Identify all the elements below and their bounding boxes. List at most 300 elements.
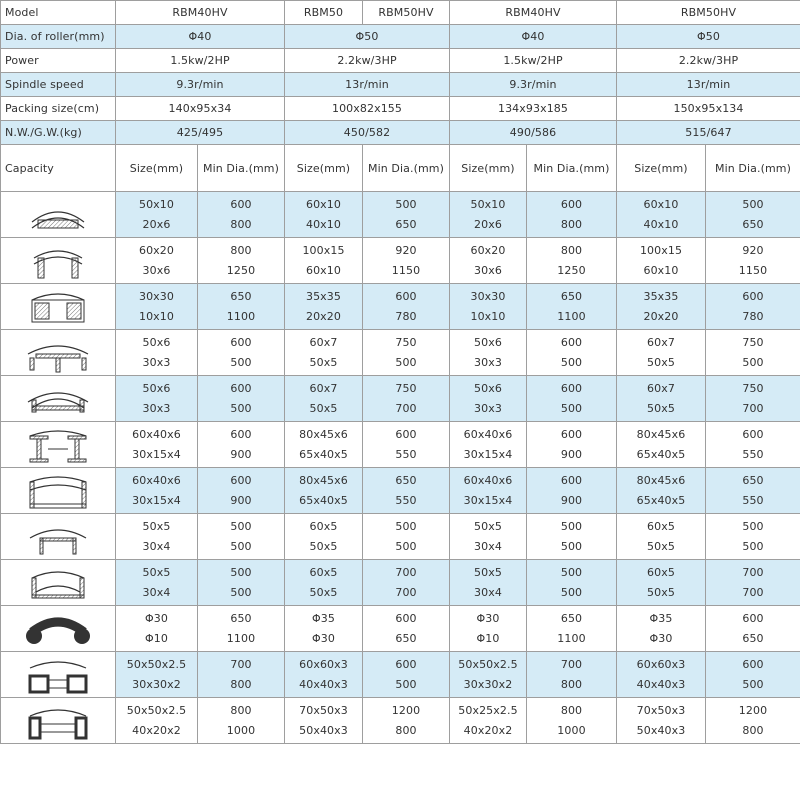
cell-value: 30x4 xyxy=(474,539,502,553)
min-dia-cell xyxy=(706,238,800,284)
size-cell xyxy=(285,238,363,284)
cell-value: 60x40x6 xyxy=(132,473,181,487)
size-cell xyxy=(450,238,527,284)
profile-cell xyxy=(1,330,116,376)
cell-value: 100x15 xyxy=(639,243,683,257)
min-dia-cell xyxy=(527,192,617,238)
cell-value: 50x5 xyxy=(647,355,675,369)
cell-value: 650 xyxy=(742,631,764,645)
spec-value: RBM50HV xyxy=(363,1,450,25)
cell-value: 600 xyxy=(560,427,583,441)
size-cell xyxy=(450,652,527,698)
i-beam-icon xyxy=(1,424,115,466)
cell-value: 650 xyxy=(742,217,764,231)
cell-value: 50x5 xyxy=(309,585,338,599)
cell-value: 600 xyxy=(742,611,764,625)
cell-value: 600 xyxy=(395,611,417,625)
cell-value: 35x35 xyxy=(643,289,679,303)
size-cell xyxy=(285,330,363,376)
cell-value: 1100 xyxy=(226,631,256,645)
capacity-column-header: Size(mm) xyxy=(617,145,706,192)
cell-value: 500 xyxy=(230,585,252,599)
cell-value: 60x40x6 xyxy=(132,427,181,441)
size-cell xyxy=(617,330,706,376)
spec-value: Φ40 xyxy=(450,25,617,49)
size-cell xyxy=(285,652,363,698)
size-cell xyxy=(617,652,706,698)
cell-value: 70x50x3 xyxy=(299,703,348,717)
cell-value: 50x5 xyxy=(142,565,171,579)
min-dia-cell xyxy=(363,330,450,376)
cell-value: 500 xyxy=(395,355,417,369)
cell-value: Φ10 xyxy=(476,631,500,645)
min-dia-cell xyxy=(198,330,285,376)
cell-value: 650 xyxy=(395,217,417,231)
size-cell xyxy=(617,698,706,744)
cell-value: 500 xyxy=(395,677,417,691)
min-dia-cell xyxy=(363,468,450,514)
cell-value: 600 xyxy=(742,427,764,441)
cell-value: 700 xyxy=(742,401,764,415)
size-cell xyxy=(116,606,198,652)
square-bar-icon xyxy=(1,286,115,328)
min-dia-cell xyxy=(527,652,617,698)
capacity-column-header: Min Dia.(mm) xyxy=(198,145,285,192)
cell-value: 500 xyxy=(560,401,583,415)
min-dia-cell xyxy=(706,422,800,468)
profile-cell xyxy=(1,284,116,330)
cell-value: 500 xyxy=(560,539,583,553)
cell-value: 780 xyxy=(395,309,417,323)
cell-value: 60x10 xyxy=(305,197,341,211)
capacity-row xyxy=(1,192,800,238)
cell-value: 1000 xyxy=(557,723,586,737)
spec-label: Packing size(cm) xyxy=(1,97,116,121)
cell-value: 60x5 xyxy=(309,565,338,579)
cell-value: 50x6 xyxy=(142,335,171,349)
cell-value: 700 xyxy=(742,585,764,599)
size-cell xyxy=(450,514,527,560)
cell-value: 1100 xyxy=(557,309,586,323)
min-dia-cell xyxy=(527,560,617,606)
cell-value: 650 xyxy=(230,611,252,625)
cell-value: 50x5 xyxy=(647,539,675,553)
cell-value: 650 xyxy=(230,289,252,303)
cell-value: 50x10 xyxy=(138,197,174,211)
cell-value: 1150 xyxy=(391,263,421,277)
size-cell xyxy=(285,560,363,606)
cell-value: 780 xyxy=(742,309,764,323)
cell-value: 700 xyxy=(742,565,764,579)
min-dia-cell xyxy=(527,606,617,652)
size-cell xyxy=(450,376,527,422)
spec-value: 100x82x155 xyxy=(285,97,450,121)
cell-value: 50x6 xyxy=(474,335,502,349)
cell-value: 750 xyxy=(742,335,764,349)
cell-value: 80x45x6 xyxy=(299,473,348,487)
min-dia-cell xyxy=(363,560,450,606)
cell-value: 30x4 xyxy=(142,585,171,599)
cell-value: Φ30 xyxy=(649,631,673,645)
spec-value: 2.2kw/3HP xyxy=(285,49,450,73)
size-cell xyxy=(116,238,198,284)
size-cell xyxy=(450,468,527,514)
profile-cell xyxy=(1,376,116,422)
cell-value: 30x30x2 xyxy=(463,677,513,691)
cell-value: 60x60x3 xyxy=(636,657,686,671)
spec-label: Dia. of roller(mm) xyxy=(1,25,116,49)
cell-value: 750 xyxy=(395,381,417,395)
cell-value: 30x15x4 xyxy=(463,447,513,461)
spec-value: 9.3r/min xyxy=(116,73,285,97)
cell-value: 700 xyxy=(560,657,583,671)
cell-value: 800 xyxy=(560,677,583,691)
cell-value: 20x6 xyxy=(474,217,502,231)
cell-value: 650 xyxy=(560,289,583,303)
cell-value: 700 xyxy=(395,401,417,415)
spec-value: RBM50 xyxy=(285,1,363,25)
cell-value: 500 xyxy=(560,585,583,599)
profile-cell xyxy=(1,468,116,514)
cell-value: 920 xyxy=(742,243,764,257)
cell-value: 500 xyxy=(560,565,583,579)
cell-value: 50x6 xyxy=(142,381,171,395)
cell-value: 60x7 xyxy=(647,335,675,349)
size-cell xyxy=(116,698,198,744)
min-dia-cell xyxy=(363,514,450,560)
cell-value: 900 xyxy=(230,493,252,507)
min-dia-cell xyxy=(363,192,450,238)
capacity-label: Capacity xyxy=(1,145,116,192)
cell-value: 40x10 xyxy=(643,217,679,231)
capacity-row xyxy=(1,284,800,330)
cell-value: 1100 xyxy=(226,309,256,323)
cell-value: 80x45x6 xyxy=(636,473,686,487)
flat-bar-horizontal-icon xyxy=(1,194,115,236)
capacity-row xyxy=(1,422,800,468)
capacity-row xyxy=(1,606,800,652)
size-cell xyxy=(116,422,198,468)
min-dia-cell xyxy=(198,422,285,468)
round-bar-icon xyxy=(1,608,115,650)
size-cell xyxy=(285,284,363,330)
flat-bar-vertical-icon xyxy=(1,240,115,282)
min-dia-cell xyxy=(706,192,800,238)
capacity-header-row xyxy=(1,145,800,192)
cell-value: 40x20x2 xyxy=(463,723,513,737)
cell-value: 800 xyxy=(230,703,252,717)
cell-value: 70x50x3 xyxy=(636,703,686,717)
min-dia-cell xyxy=(706,606,800,652)
spec-value: RBM50HV xyxy=(617,1,800,25)
min-dia-cell xyxy=(198,192,285,238)
cell-value: 650 xyxy=(395,631,417,645)
cell-value: 50x50x2.5 xyxy=(126,657,187,671)
size-cell xyxy=(116,652,198,698)
size-cell xyxy=(617,468,706,514)
cell-value: 600 xyxy=(230,335,252,349)
spec-row xyxy=(1,25,800,49)
spec-value: 1.5kw/2HP xyxy=(116,49,285,73)
cell-value: 600 xyxy=(742,289,764,303)
capacity-row xyxy=(1,698,800,744)
cell-value: 10x10 xyxy=(470,309,506,323)
cell-value: 900 xyxy=(560,447,583,461)
cell-value: 500 xyxy=(742,355,764,369)
spec-row xyxy=(1,97,800,121)
cell-value: 40x20x2 xyxy=(132,723,181,737)
capacity-column-header: Min Dia.(mm) xyxy=(363,145,450,192)
spec-value: 2.2kw/3HP xyxy=(617,49,800,73)
size-cell xyxy=(450,192,527,238)
cell-value: Φ35 xyxy=(649,611,673,625)
cell-value: 50x25x2.5 xyxy=(458,703,518,717)
size-cell xyxy=(116,514,198,560)
min-dia-cell xyxy=(527,330,617,376)
size-cell xyxy=(116,284,198,330)
min-dia-cell xyxy=(527,698,617,744)
cell-value: 80x45x6 xyxy=(636,427,686,441)
min-dia-cell xyxy=(198,468,285,514)
channel-flanges-out-icon xyxy=(1,470,115,512)
min-dia-cell xyxy=(527,376,617,422)
cell-value: 800 xyxy=(395,723,417,737)
min-dia-cell xyxy=(363,698,450,744)
capacity-row xyxy=(1,560,800,606)
spec-row xyxy=(1,1,800,25)
cell-value: 50x40x3 xyxy=(636,723,686,737)
min-dia-cell xyxy=(527,284,617,330)
spec-value: 450/582 xyxy=(285,121,450,145)
cell-value: 60x60x3 xyxy=(299,657,348,671)
size-cell xyxy=(617,422,706,468)
cell-value: 600 xyxy=(560,197,583,211)
cell-value: 1200 xyxy=(391,703,421,717)
cell-value: 600 xyxy=(230,473,252,487)
cell-value: 1200 xyxy=(738,703,768,717)
capacity-row xyxy=(1,376,800,422)
cell-value: 600 xyxy=(742,657,764,671)
spec-value: Φ50 xyxy=(617,25,800,49)
size-cell xyxy=(450,606,527,652)
cell-value: 30x6 xyxy=(474,263,502,277)
cell-value: 50x5 xyxy=(309,355,338,369)
cell-value: 60x5 xyxy=(647,565,675,579)
size-cell xyxy=(116,330,198,376)
spec-value: 13r/min xyxy=(617,73,800,97)
cell-value: 500 xyxy=(230,565,252,579)
cell-value: 1000 xyxy=(226,723,256,737)
cell-value: 65x40x5 xyxy=(636,447,686,461)
cell-value: 600 xyxy=(560,473,583,487)
cell-value: 50x10 xyxy=(470,197,506,211)
spec-value: 9.3r/min xyxy=(450,73,617,97)
tee-bar-leg-out-icon xyxy=(1,332,115,374)
cell-value: 60x20 xyxy=(138,243,174,257)
cell-value: 30x3 xyxy=(142,401,171,415)
min-dia-cell xyxy=(198,560,285,606)
cell-value: 65x40x5 xyxy=(636,493,686,507)
cell-value: 500 xyxy=(395,539,417,553)
min-dia-cell xyxy=(706,560,800,606)
capacity-column-header: Min Dia.(mm) xyxy=(706,145,800,192)
cell-value: 20x20 xyxy=(305,309,341,323)
cell-value: 600 xyxy=(560,335,583,349)
capacity-column-header: Min Dia.(mm) xyxy=(527,145,617,192)
cell-value: 30x15x4 xyxy=(132,447,181,461)
cell-value: 600 xyxy=(395,427,417,441)
size-cell xyxy=(285,422,363,468)
min-dia-cell xyxy=(198,652,285,698)
spec-value: 490/586 xyxy=(450,121,617,145)
cell-value: 600 xyxy=(560,381,583,395)
cell-value: 50x5 xyxy=(309,539,338,553)
cell-value: 1100 xyxy=(557,631,586,645)
min-dia-cell xyxy=(198,514,285,560)
profile-cell xyxy=(1,514,116,560)
cell-value: Φ30 xyxy=(476,611,500,625)
size-cell xyxy=(116,468,198,514)
size-cell xyxy=(617,192,706,238)
min-dia-cell xyxy=(198,606,285,652)
cell-value: 100x15 xyxy=(302,243,345,257)
cell-value: 40x40x3 xyxy=(636,677,686,691)
capacity-row xyxy=(1,468,800,514)
cell-value: 20x20 xyxy=(643,309,679,323)
capacity-row xyxy=(1,330,800,376)
min-dia-cell xyxy=(363,238,450,284)
spec-value: Φ50 xyxy=(285,25,450,49)
min-dia-cell xyxy=(198,698,285,744)
spec-value: 140x95x34 xyxy=(116,97,285,121)
min-dia-cell xyxy=(363,652,450,698)
cell-value: 700 xyxy=(395,585,417,599)
size-cell xyxy=(617,238,706,284)
cell-value: 800 xyxy=(230,677,252,691)
cell-value: 550 xyxy=(742,447,764,461)
cell-value: 600 xyxy=(230,197,252,211)
size-cell xyxy=(450,698,527,744)
cell-value: 80x45x6 xyxy=(299,427,348,441)
cell-value: 800 xyxy=(230,243,252,257)
capacity-column-header: Size(mm) xyxy=(116,145,198,192)
capacity-row xyxy=(1,238,800,284)
cell-value: 50x50x2.5 xyxy=(126,703,187,717)
spec-row xyxy=(1,73,800,97)
cell-value: 30x30 xyxy=(138,289,174,303)
profile-cell xyxy=(1,606,116,652)
min-dia-cell xyxy=(198,284,285,330)
min-dia-cell xyxy=(363,606,450,652)
cell-value: 500 xyxy=(742,519,764,533)
size-cell xyxy=(450,560,527,606)
cell-value: 800 xyxy=(560,217,583,231)
min-dia-cell xyxy=(706,698,800,744)
spec-row xyxy=(1,49,800,73)
min-dia-cell xyxy=(527,514,617,560)
cell-value: 60x5 xyxy=(647,519,675,533)
size-cell xyxy=(285,192,363,238)
cell-value: Φ30 xyxy=(145,611,168,625)
cell-value: Φ30 xyxy=(312,631,335,645)
min-dia-cell xyxy=(198,238,285,284)
cell-value: 20x6 xyxy=(142,217,171,231)
size-cell xyxy=(285,606,363,652)
cell-value: 30x30x2 xyxy=(132,677,181,691)
cell-value: 800 xyxy=(742,723,764,737)
cell-value: 1250 xyxy=(226,263,256,277)
cell-value: 50x6 xyxy=(474,381,502,395)
cell-value: 30x3 xyxy=(474,401,502,415)
cell-value: 30x30 xyxy=(470,289,506,303)
cell-value: 50x5 xyxy=(647,585,675,599)
cell-value: Φ35 xyxy=(312,611,335,625)
cell-value: 650 xyxy=(560,611,583,625)
square-tube-icon xyxy=(1,654,115,696)
cell-value: 500 xyxy=(742,539,764,553)
capacity-row xyxy=(1,652,800,698)
size-cell xyxy=(116,192,198,238)
spec-label: Power xyxy=(1,49,116,73)
cell-value: 500 xyxy=(742,677,764,691)
profile-cell xyxy=(1,422,116,468)
cell-value: 500 xyxy=(395,197,417,211)
cell-value: 60x40x6 xyxy=(463,473,513,487)
cell-value: 750 xyxy=(742,381,764,395)
cell-value: 900 xyxy=(560,493,583,507)
cell-value: 60x10 xyxy=(305,263,341,277)
cell-value: 500 xyxy=(560,355,583,369)
cell-value: Φ10 xyxy=(145,631,168,645)
spec-row xyxy=(1,121,800,145)
profile-cell xyxy=(1,560,116,606)
cell-value: 750 xyxy=(395,335,417,349)
cell-value: 50x5 xyxy=(142,519,171,533)
angle-leg-out-icon xyxy=(1,516,115,558)
cell-value: 550 xyxy=(742,493,764,507)
capacity-column-header: Size(mm) xyxy=(285,145,363,192)
spec-label: Spindle speed xyxy=(1,73,116,97)
cell-value: 600 xyxy=(395,289,417,303)
size-cell xyxy=(450,284,527,330)
cell-value: 30x4 xyxy=(142,539,171,553)
size-cell xyxy=(116,560,198,606)
cell-value: 550 xyxy=(395,493,417,507)
cell-value: 35x35 xyxy=(305,289,341,303)
cell-value: 60x10 xyxy=(643,263,679,277)
spec-value: 1.5kw/2HP xyxy=(450,49,617,73)
cell-value: 900 xyxy=(230,447,252,461)
cell-value: 65x40x5 xyxy=(299,493,348,507)
cell-value: 60x7 xyxy=(309,381,338,395)
cell-value: 500 xyxy=(230,355,252,369)
cell-value: 500 xyxy=(230,401,252,415)
min-dia-cell xyxy=(706,652,800,698)
min-dia-cell xyxy=(198,376,285,422)
size-cell xyxy=(285,698,363,744)
cell-value: 600 xyxy=(230,381,252,395)
spec-value: 150x95x134 xyxy=(617,97,800,121)
cell-value: 700 xyxy=(395,565,417,579)
cell-value: 60x7 xyxy=(309,335,338,349)
spec-value: 515/647 xyxy=(617,121,800,145)
spec-value: 425/495 xyxy=(116,121,285,145)
cell-value: 700 xyxy=(230,657,252,671)
spec-value: RBM40HV xyxy=(116,1,285,25)
cell-value: 30x6 xyxy=(142,263,171,277)
min-dia-cell xyxy=(706,284,800,330)
cell-value: 30x4 xyxy=(474,585,502,599)
